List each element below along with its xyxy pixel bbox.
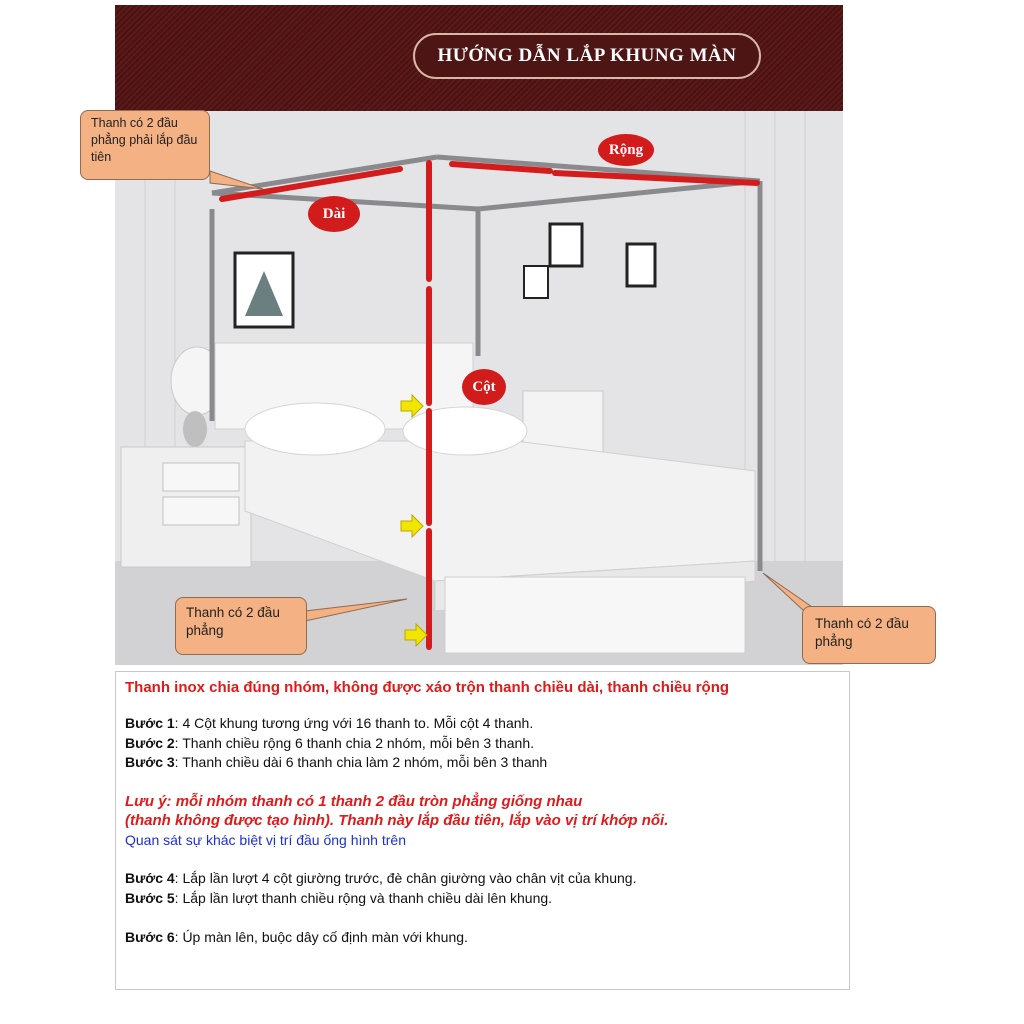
step-label: Bước 4 [125, 870, 175, 886]
step-label: Bước 1 [125, 715, 175, 731]
step-6 [125, 929, 468, 945]
label-length: Dài [308, 196, 360, 232]
callout-flat-bar-left: Thanh có 2 đầu phẳng [175, 597, 307, 655]
step-text: : Thanh chiều rộng 6 thanh chia 2 nhóm, mỗi bên 3 thanh. [174, 735, 534, 751]
instructions-box [115, 671, 850, 990]
note-line-2: (thanh không được tạo hình). Thanh này lắp đầu tiên, lắp vào vị trí khớp nối. [125, 812, 669, 829]
label-width: Rộng [598, 134, 654, 166]
page-title: HƯỚNG DẪN LẮP KHUNG MÀN [437, 45, 737, 66]
callout-flat-bar-right: Thanh có 2 đầu phẳng [802, 606, 936, 664]
title-pill [413, 33, 761, 79]
step-text: : Úp màn lên, buộc dây cố định màn với khung. [174, 929, 468, 945]
step-text: : Lắp lần lượt thanh chiều rộng và thanh chiều dài lên khung. [174, 890, 553, 906]
step-text: : Thanh chiều dài 6 thanh chia làm 2 nhóm, mỗi bên 3 thanh [174, 754, 548, 770]
observe-note: Quan sát sự khác biệt vị trí đầu ống hình trên [125, 832, 406, 848]
step-label: Bước 2 [125, 735, 175, 751]
instructions-headline: Thanh inox chia đúng nhóm, không được xáo trộn thanh chiều dài, thanh chiều rộng [125, 679, 730, 696]
note-line-1: Lưu ý: mỗi nhóm thanh có 1 thanh 2 đầu tròn phẳng giống nhau [125, 793, 583, 810]
step-label: Bước 3 [125, 754, 175, 770]
step-label: Bước 6 [125, 929, 175, 945]
step-4 [125, 870, 636, 886]
step-3 [125, 754, 547, 770]
step-label: Bước 5 [125, 890, 175, 906]
title-banner [115, 5, 843, 111]
step-2 [125, 735, 534, 751]
callout-first-bar: Thanh có 2 đầu phẳng phải lắp đầu tiên [80, 110, 210, 180]
step-text: : Lắp lần lượt 4 cột giường trước, đè chân giường vào chân vịt của khung. [174, 870, 637, 886]
step-5 [125, 890, 552, 906]
label-post: Cột [462, 369, 506, 405]
step-text: : 4 Cột khung tương ứng với 16 thanh to. Mỗi cột 4 thanh. [174, 715, 534, 731]
step-1 [125, 715, 533, 731]
